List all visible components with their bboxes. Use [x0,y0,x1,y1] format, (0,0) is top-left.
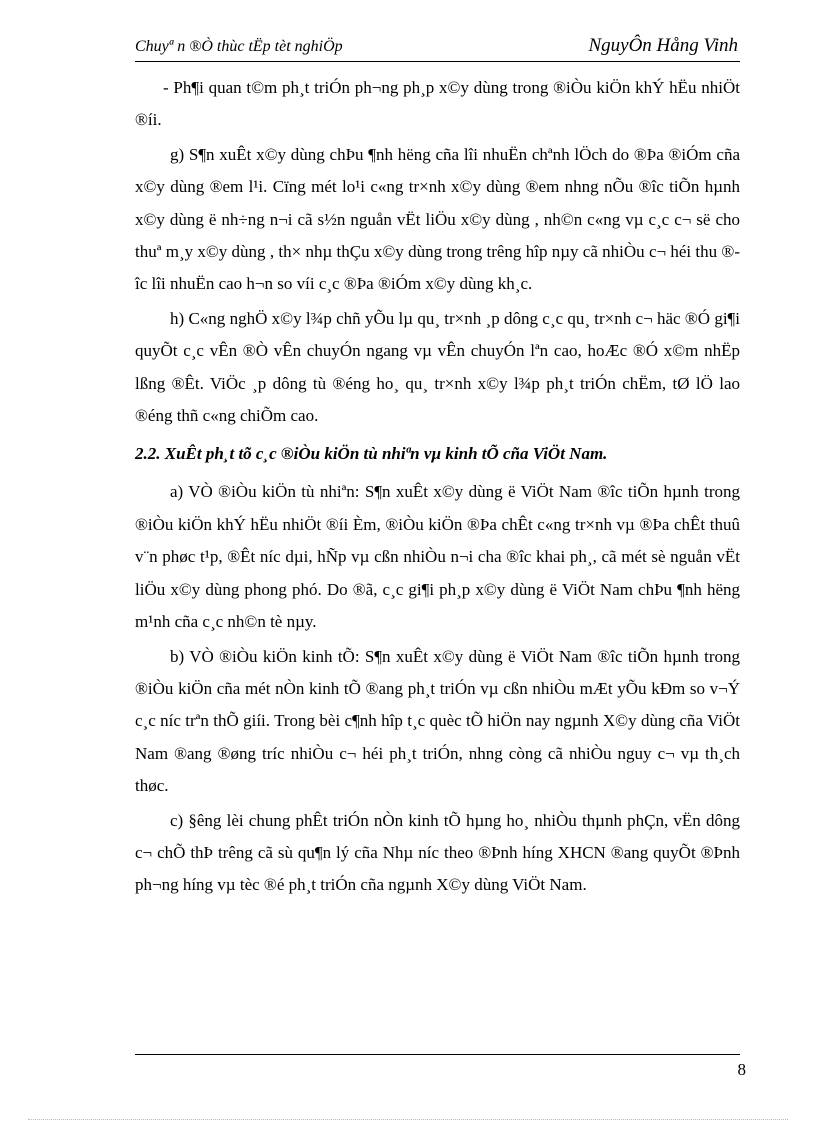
header-document-title: Chuyª n ®Ò thùc tËp tèt nghiÖp [135,38,343,55]
document-body [135,72,740,904]
paragraph-climate: - Ph¶i quan t©m ph¸t triÓn ph¬ng ph¸p x©y dùng trong ®iÒu kiÖn khÝ hËu nhiÖt ®íi. [135,78,740,130]
header-divider [135,61,740,62]
section-heading: 2.2. XuÊt ph¸t tõ c¸c ®iÒu kiÖn tù nhiªn vµ kinh tÕ cña ViÖt Nam. [135,444,608,464]
page-bottom-border [28,1119,788,1120]
paragraph-a: a) VÒ ®iÒu kiÖn tù nhiªn: S¶n xuÊt x©y dùng ë ViÖt Nam ®îc tiÕn hµnh trong ®iÒu kiÖn khÝ hËu nhiÖt ®íi Èm, ®iÒu kiÖn ®Þa chÊt c«ng tr×nh vµ ®Þa chÊt thuû v¨n phøc t¹p, ®Êt níc dµi, hÑp vµ cßn nhiÒu n¬i cha ®îc khai ph¸, cã mét sè nguån vËt liÖu x©y dùng phong phó. Do ®ã, c¸c gi¶i ph¸p x©y dùng ë ViÖt Nam chÞu ¶nh hëng m¹nh cña c¸c nh©n tè nµy. [135,482,740,632]
header-author-name: NguyÔn Hång Vinh [588,35,738,56]
paragraph-c: c) §êng lèi chung phÊt triÓn nÒn kinh tÕ hµng ho¸ nhiÒu thµnh phÇn, vËn dông c¬ chÕ thÞ trêng cã sù qu¶n lý cña Nhµ níc theo ®Þnh híng XHCN ®ang quyÕt ®Þnh ph¬ng híng vµ tèc ®é ph¸t triÓn cña ngµnh X©y dùng ViÖt Nam. [135,810,740,895]
paragraph-b: b) VÒ ®iÒu kiÖn kinh tÕ: S¶n xuÊt x©y dùng ë ViÖt Nam ®îc tiÕn hµnh trong ®iÒu kiÖn cña mét nÒn kinh tÕ ®ang ph¸t triÓn vµ cßn nhiÒu mÆt yÕu kÐm so v¬Ý c¸c níc trªn thÕ giíi. Trong bèi c¶nh hîp t¸c quèc tÕ hiÖn nay ngµnh X©y dùng cña ViÖt Nam ®ang ®øng tríc nhiÒu c¬ héi ph¸t triÓn, nhng còng cã nhiÒu nguy c¬ vµ th¸ch thøc. [135,646,740,796]
footer-divider [135,1054,740,1055]
paragraph-h: h) C«ng nghÖ x©y l¾p chñ yÕu lµ qu¸ tr×nh ¸p dông c¸c qu¸ tr×nh c¬ häc ®Ó gi¶i quyÕt c¸c vÊn ®Ò vÊn chuyÓn ngang vµ vÊn chuyÓn lªn cao, hoÆc ®Ó x©m nhËp lßng ®Êt. ViÖc ¸p dông tù ®éng ho¸ qu¸ tr×nh x©y l¾p ph¸t triÓn chËm, tØ lÖ lao ®éng thñ c«ng chiÕm cao. [135,308,740,426]
page-number: 8 [737,1060,746,1079]
paragraph-g: g) S¶n xuÊt x©y dùng chÞu ¶nh hëng cña lîi nhuËn chªnh lÖch do ®Þa ®iÓm cña x©y dùng ®em l¹i. Cïng mét lo¹i c«ng tr×nh x©y dùng ®em nhng nÕu ®îc tiÕn hµnh x©y dùng ë nh÷ng n¬i cã s½n nguån vËt liÖu x©y dùng , nh©n c«ng vµ c¸c c¬ së cho thuª m¸y x©y dùng , th× nhµ thÇu x©y dùng trong trêng hîp nµy cã nhiÒu c¬ héi thu ®îc lîi nhuËn cao h¬n so víi c¸c ®Þa ®iÓm x©y dùng kh¸c. [135,144,740,294]
page-header [135,35,740,62]
